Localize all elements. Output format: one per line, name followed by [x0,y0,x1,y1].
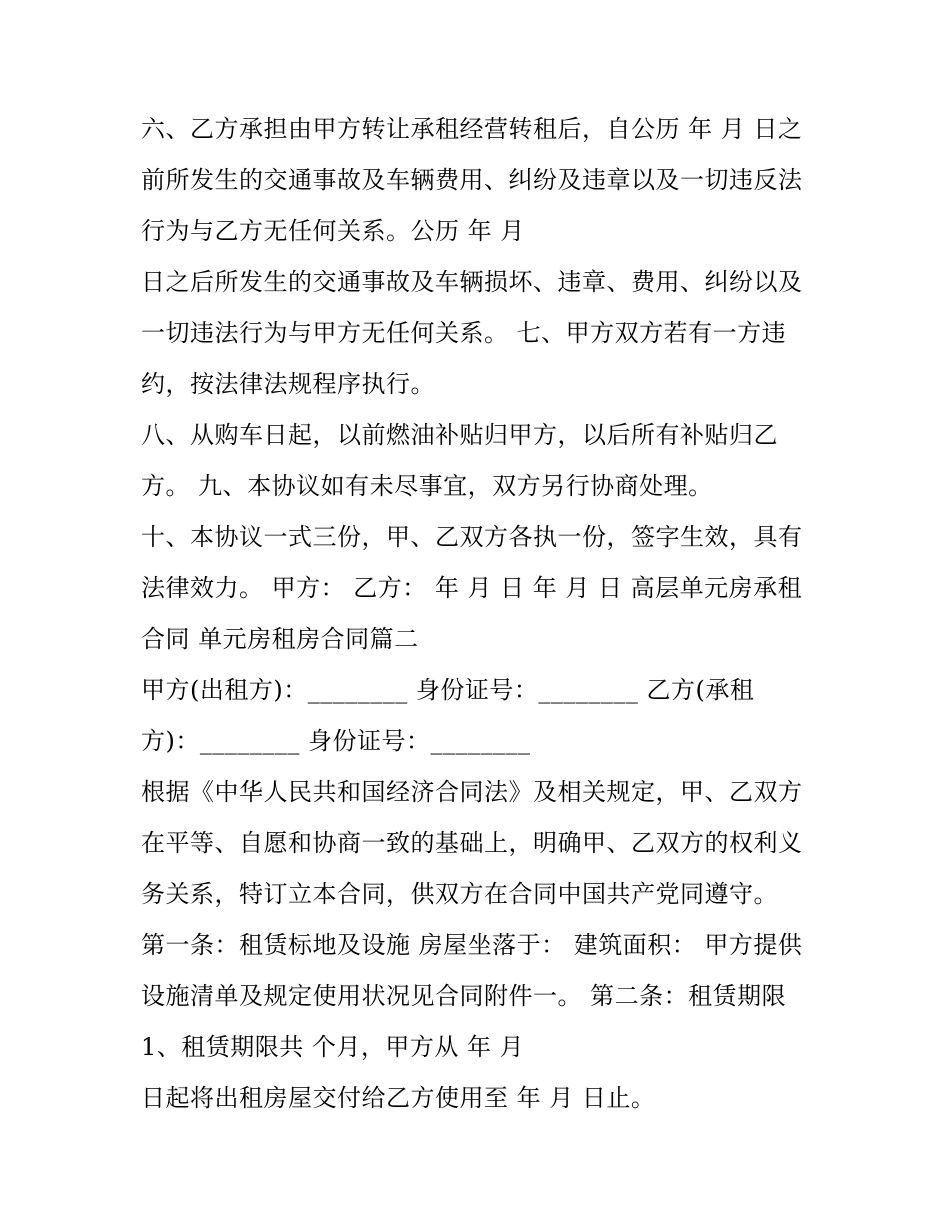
text-line: 合同 单元房租房合同篇二 [141,625,419,653]
text-line: 约，按法律法规程序执行。 [141,370,435,398]
text-line: 一切违法行为与甲方无任何关系。 七、甲方双方若有一方违 [141,319,787,347]
text-line: 日之后所发生的交通事故及车辆损坏、违章、费用、纠纷以及 [141,268,803,296]
text-line: 方。 九、本协议如有未尽事宜，双方另行协商处理。 [141,472,713,500]
text-line: 前所发生的交通事故及车辆费用、纠纷及违章以及一切违反法 [141,166,803,194]
text-line: 八、从购车日起，以前燃油补贴归甲方，以后所有补贴归乙 [141,421,778,449]
text-line: 十、本协议一式三份，甲、乙双方各执一份，签字生效，具有 [141,523,803,551]
text-line: 方)：________ 身份证号：________ [141,727,531,755]
text-line: 法律效力。 甲方： 乙方： 年 月 日 年 月 日 高层单元房承租 [141,574,803,602]
text-line: 六、乙方承担由甲方转让承租经营转租后，自公历 年 月 日之 [141,115,803,143]
text-line: 行为与乙方无任何关系。公历 年 月 [141,217,525,245]
text-line: 日起将出租房屋交付给乙方使用至 年 月 日止。 [141,1084,656,1112]
text-line: 在平等、自愿和协商一致的基础上，明确甲、乙双方的权利义 [141,829,803,857]
text-line: 甲方(出租方)：________ 身份证号：________ 乙方(承租 [141,676,755,704]
text-line: 1、租赁期限共 个月，甲方从 年 月 [141,1033,525,1061]
text-line: 设施清单及规定使用状况见合同附件一。 第二条：租赁期限 [141,982,787,1010]
text-line: 务关系，特订立本合同，供双方在合同中国共产党同遵守。 [141,880,778,908]
text-line: 第一条：租赁标地及设施 房屋坐落于： 建筑面积： 甲方提供 [141,931,803,959]
text-line: 根据《中华人民共和国经济合同法》及相关规定，甲、乙双方 [141,778,803,806]
